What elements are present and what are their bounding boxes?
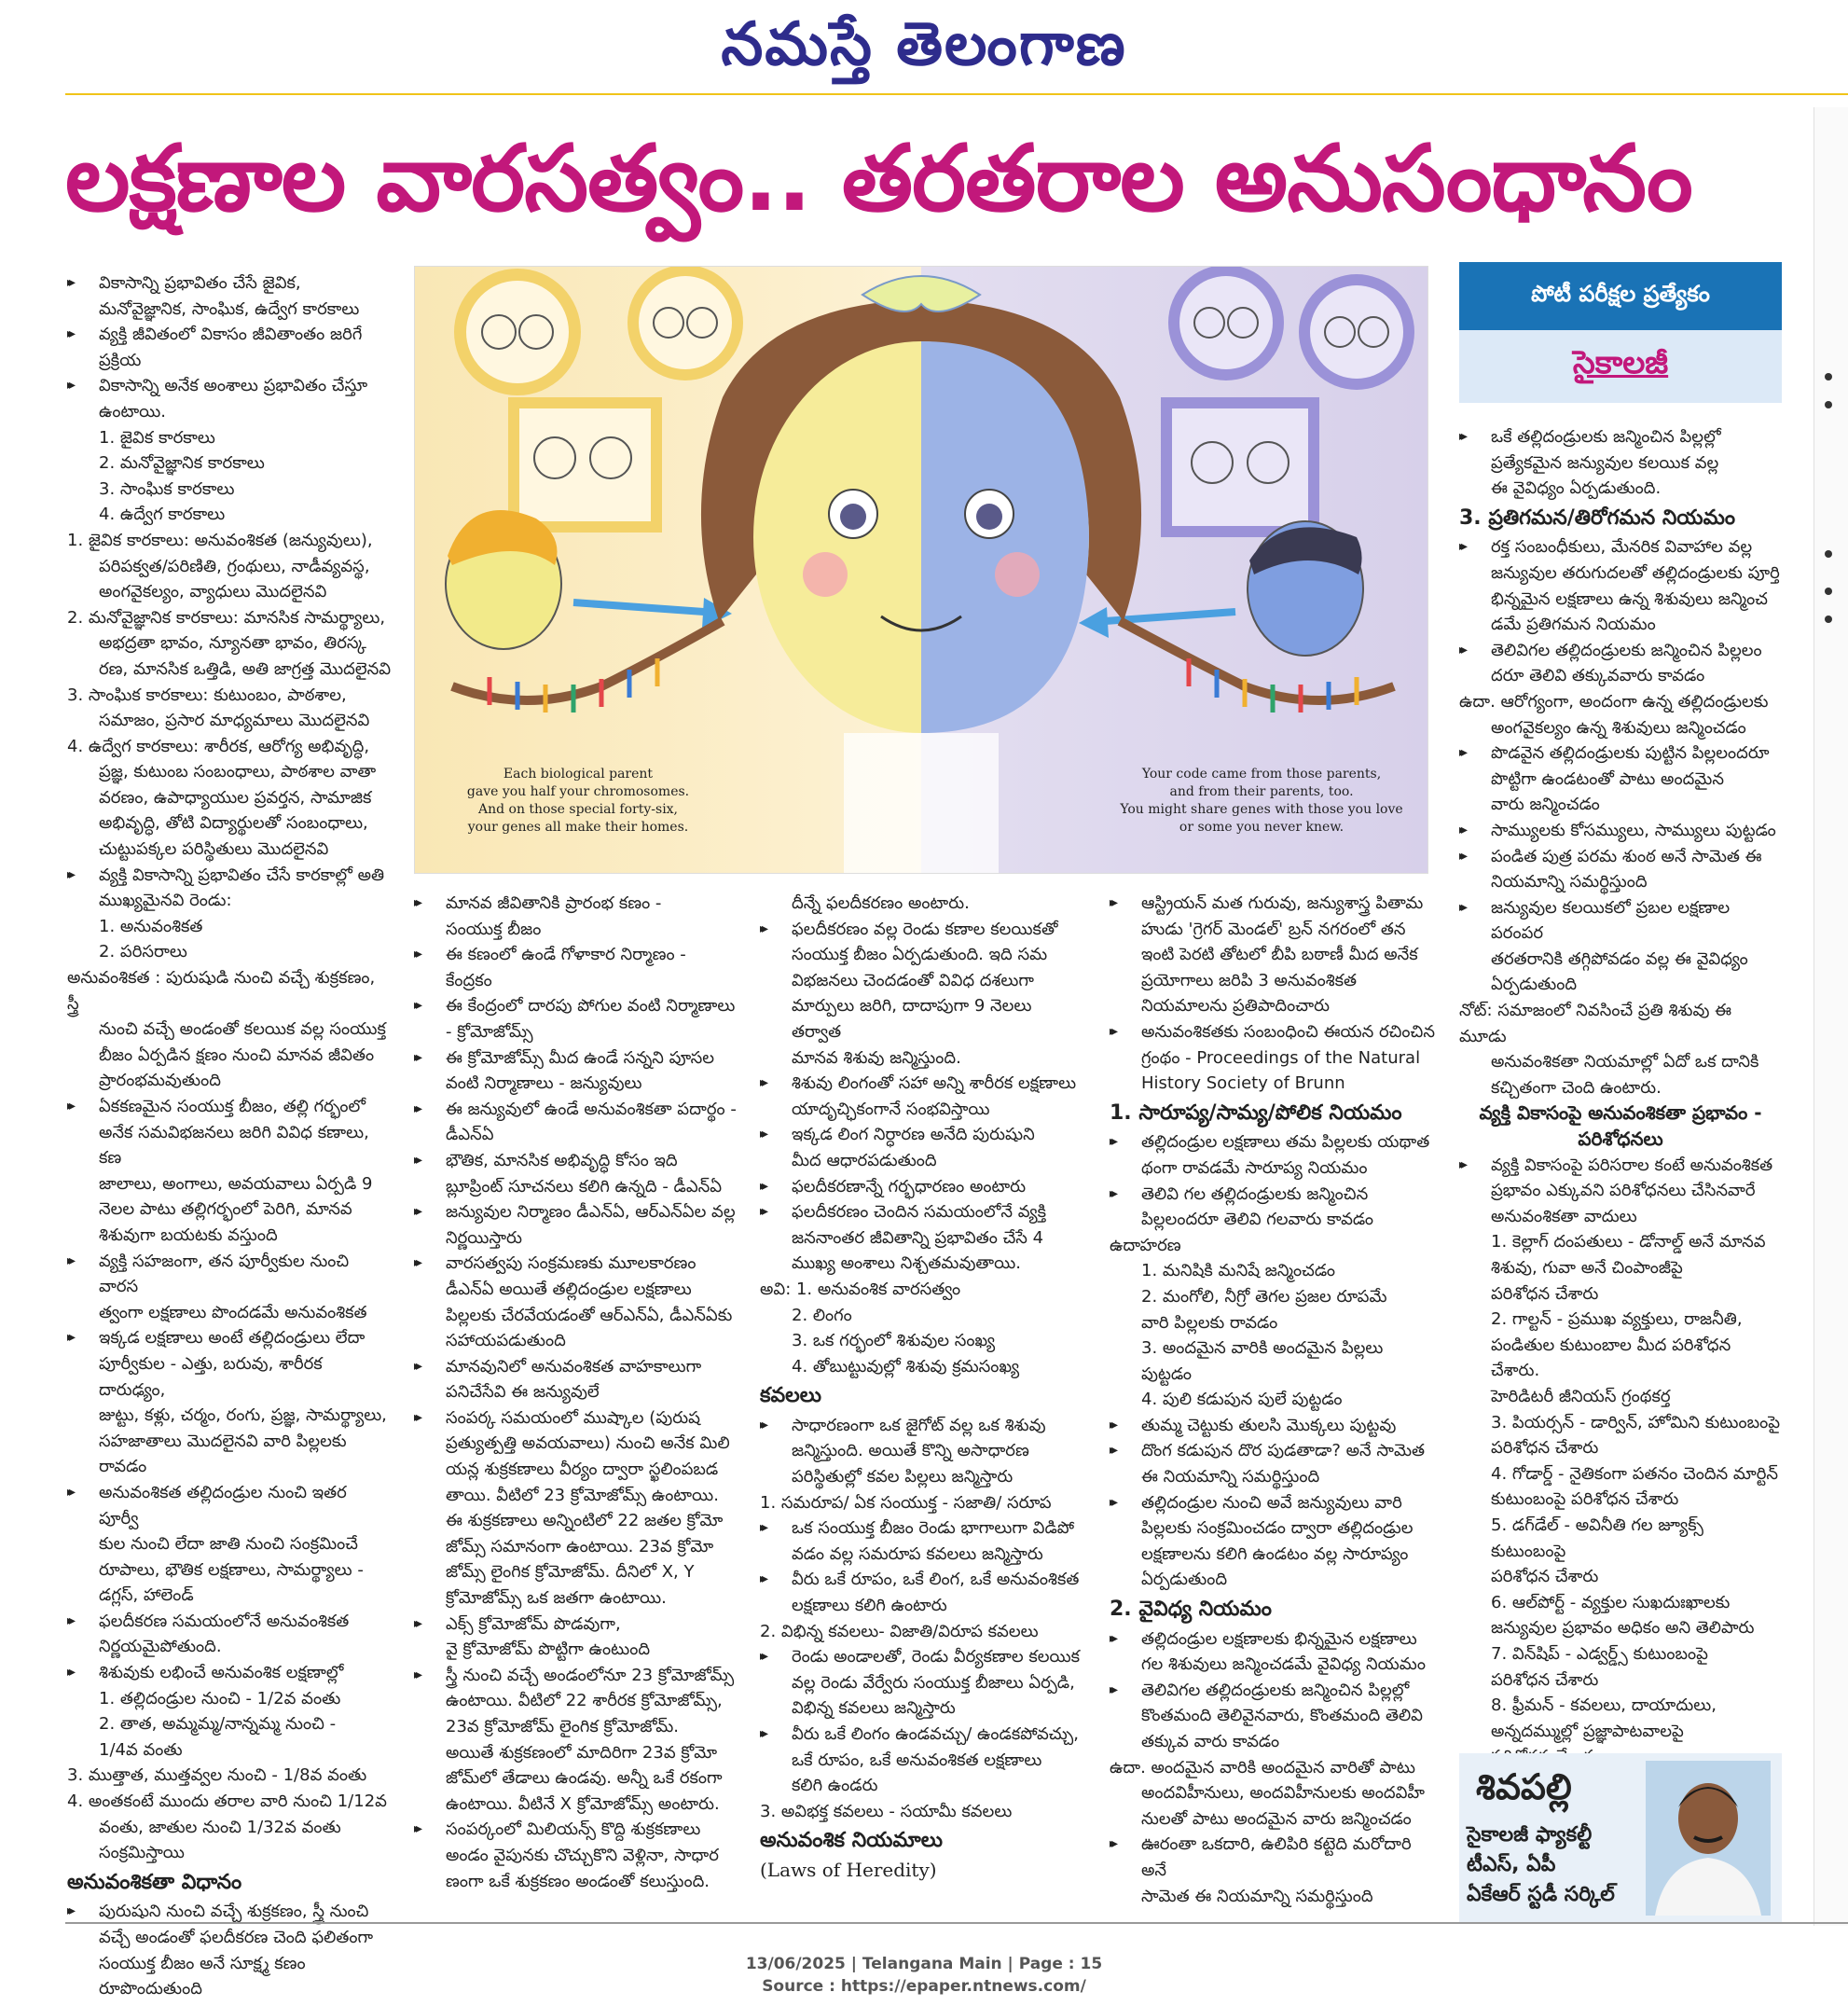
author-name: శివపల్లి [1476, 1766, 1572, 1807]
illustration-canvas [415, 267, 1427, 873]
col3-line: 3. ఒక గర్భంలో శిశువుల సంఖ్య [792, 1331, 996, 1351]
col4-line: ఏర్పడుతుంది [1141, 1570, 1228, 1590]
col3-line: విభిన్న కవలలు జన్మిస్తారు [792, 1698, 956, 1719]
col2-line: ▸▸ సంపర్కంలో మిలియన్స్ కొద్ది శుక్రకణాలు [414, 1817, 737, 1843]
col5-line: పరిశోధన చేశారు [1491, 1669, 1599, 1690]
col4-line: ▸▸ దొంగ కడుపున దొర పుడతాడా? అనే సామెత [1110, 1438, 1436, 1464]
col1-line: శిశువుగా బయటకు వస్తుంది [99, 1224, 278, 1245]
col3-line: పరిస్థితుల్లో కవల పిల్లలు జన్మిస్తారు [792, 1467, 1014, 1487]
col2-line: కేంద్రకం [446, 970, 492, 990]
col4-line: 4. పులి కడుపున పులే పుట్టడం [1141, 1390, 1343, 1410]
col4-line: థంగా రావడమే సారూప్య నియమం [1141, 1157, 1368, 1178]
col5-line: 3. ప్రతిగమన/తిరోగమన నియమం [1459, 505, 1735, 530]
footer-edition: 13/06/2025 | Telangana Main | Page : 15 [745, 1955, 1103, 1973]
col1-line: ▸▸ వ్యక్తి వికాసాన్ని ప్రభావితం చేసే కారకాల్లో అతి [67, 863, 392, 889]
col4-line: ▸▸ ఊరంతా ఒకదారి, ఉలిపిరి కట్టెది మరోదారి అనే [1110, 1832, 1436, 1883]
col1-line: రణ, మానసిక ఒత్తిడి, అతి జాగ్రత్త మొదలైనవి [99, 658, 392, 679]
col3-line: జన్మిస్తుంది. అయితే కొన్ని అసాధారణ [792, 1441, 1029, 1461]
col5-line: తరతరానికి తగ్గిపోవడం వల్ల ఈ వైవిధ్యం [1491, 948, 1748, 969]
col4-line: గల శిశువులు జన్మించడమే వైవిధ్య నియమం [1141, 1654, 1426, 1675]
col5-line: ▸▸ తెలివిగల తల్లిదండ్రులకు జన్మించిన పిల్లలం [1459, 638, 1782, 664]
col1-line: 2. తాత, అమ్మమ్మ/నాన్నమ్మ నుంచి - [99, 1714, 337, 1735]
masthead-logo: నమస్తే తెలంగాణ [721, 9, 1127, 79]
col1-line: 2. పరిసరాలు [99, 942, 187, 962]
col4-line: 2. వైవిధ్య నియమం [1110, 1598, 1272, 1622]
col4-line: ▸▸ తెలివిగల తల్లిదండ్రులకు జన్మించిన పిల్లల్లో [1110, 1678, 1436, 1704]
side-bullet [1825, 373, 1832, 380]
col2-line: అండం వైపునకు చొచ్చుకొని వెళ్లినా, సాధార [446, 1845, 719, 1865]
column-3 [760, 891, 1083, 1884]
col3-line: 1. సమరూప/ ఏక సంయుక్త - సజాతి/ సరూప [760, 1492, 1052, 1513]
col5-line: వారు జన్మించడం [1491, 795, 1600, 815]
column-5 [1459, 424, 1782, 1770]
col1-line: జాలాలు, అంగాలు, అవయవాలు ఏర్పడి 9 [99, 1173, 373, 1194]
col1-line: 3. సాంఘిక కారకాలు [99, 478, 235, 499]
col4-line: లక్షణాలను కలిగి ఉండటం వల్ల సారూప్యం [1141, 1543, 1409, 1564]
col2-line: ▸▸ మానవునిలో అనువంశికత వాహకాలుగా [414, 1354, 737, 1380]
col4-line: ▸▸ తుమ్మ చెట్టుకు తులసి మొక్కలు పుట్టవు [1110, 1413, 1436, 1439]
exam-special-tag: పోటీ పరీక్షల ప్రత్యేకం [1459, 262, 1782, 330]
col2-line: డీఎన్ఏ [446, 1125, 494, 1145]
col5-line: 8. ఫ్రీమన్ - కవలలు, దాయాదులు, [1491, 1695, 1717, 1716]
col3-line: ▸▸ ఫలదీకరణం చెందిన సమయంలోనే వ్యక్తి [760, 1199, 1083, 1225]
col5-line: అనువంశికతా వాదులు [1491, 1206, 1637, 1226]
col2-line: - క్రోమోజోమ్స్ [446, 1021, 533, 1042]
col2-line: ▸▸ భౌతిక, మానసిక అభివృద్ధి కోసం ఇది [414, 1148, 737, 1174]
heredity-illustration [414, 266, 1428, 874]
col1-line: ▸▸ ఏకకణమైన సంయుక్త బీజం, తల్లి గర్భంలో [67, 1094, 392, 1120]
col4-line: హుడు 'గ్రెగర్ మెండల్' బ్రన్ నగరంలో తన [1141, 919, 1406, 939]
col1-line: ▸▸ వ్యక్తి జీవితంలో వికాసం జీవితాంతం జరిగే [67, 322, 392, 348]
side-bullet [1825, 550, 1832, 558]
col4-line: పిల్లలందరూ తెలివి గలవారు కావడం [1141, 1210, 1374, 1230]
col3-line: 4. తోబుట్టువుల్లో శిశువు క్రమసంఖ్య [792, 1356, 1020, 1377]
col4-line: గ్రంథం - Proceedings of the Natural [1141, 1047, 1421, 1068]
col2-line: ▸▸ జన్యువుల నిర్మాణం డీఎన్ఏ, ఆర్ఎన్ఏల వల్ల [414, 1199, 737, 1225]
col3-line: సంయుక్త బీజం ఏర్పడుతుంది. ఇది సమ [792, 945, 1048, 965]
caption-left-line-1: Each biological parent [503, 767, 654, 782]
col2-line: వంటి నిర్మాణాలు - జన్యువులు [446, 1073, 642, 1094]
col5-line: జన్యువుల ప్రభావం అధికం అని తెలిపారు [1491, 1618, 1755, 1639]
col1-line: ప్రక్రియ [99, 350, 142, 370]
col3-line: వల్ల రెండు వేర్వేరు సంయుక్త బీజాలు ఏర్పడి, [792, 1672, 1075, 1693]
side-bullet [1825, 401, 1832, 408]
col1-line: 4. అంతకంటే ముందు తరాల వారి నుంచి 1/12వ [67, 1792, 387, 1812]
col1-line: ▸▸ అనువంశికత తల్లిదండ్రుల నుంచి ఇతర పూర్వీ [67, 1480, 392, 1531]
col3-line: మార్పులు జరిగి, దాదాపుగా 9 నెలలు తర్వాత [792, 996, 1032, 1042]
headline: లక్షణాల వారసత్వం.. తరతరాల అనుసంధానం [65, 126, 1692, 232]
col5-line: అంగవైకల్యం ఉన్న శిశువులు జన్మించడం [1491, 717, 1746, 738]
col1-line: ప్రారంభమవుతుంది [99, 1071, 221, 1091]
col2-line: ఉంటాయి. వీటిలో 22 శారీరక క్రోమోజోమ్స్, [446, 1691, 723, 1711]
col5-line: ప్రత్యేకమైన జన్యువుల కలయిక వల్ల [1491, 452, 1719, 473]
col2-line: డీఎన్ఏ అయితే తల్లిదండ్రుల లక్షణాలు [446, 1279, 692, 1299]
col1-line: అనువంశికతా విధానం [67, 1870, 242, 1894]
col5-line: 5. డగ్‌డేల్ - అవినీతి గల జ్యూక్స్ కుటుంబంపై [1491, 1515, 1703, 1561]
col2-line: తాయి. వీటిలో 23 క్రోమోజోమ్స్ ఉంటాయి. [446, 1485, 719, 1505]
col2-line: నిర్ణయిస్తారు [446, 1227, 522, 1248]
col3-line: ▸▸ ఫలదీకరణం వల్ల రెండు కణాల కలయికతో [760, 917, 1083, 943]
col5-line: ఉదా. ఆరోగ్యంగా, అందంగా ఉన్న తల్లిదండ్రులకు [1459, 691, 1769, 712]
col3-line: వడం వల్ల సమరూప కవలలు జన్మిస్తారు [792, 1543, 1043, 1564]
col5-line: ▸▸ పొడవైన తల్లిదండ్రులకు పుట్టిన పిల్లలందరూ [1459, 740, 1782, 767]
col5-line: శిశువు, గువా అనే చింపాంజీపై [1491, 1258, 1683, 1278]
col5-line: ▸▸ పండిత పుత్ర పరమ శుంఠ అనే సామెత ఈ [1459, 844, 1782, 870]
col3-line: ముఖ్య అంశాలు నిశ్చతమవుతాయి. [792, 1253, 1021, 1274]
col5-line: 6. ఆల్‌పోర్ట్ - వ్యక్తుల సుఖదుఃఖాలకు [1491, 1592, 1731, 1612]
col1-line: 1. అనువంశికత [99, 916, 203, 936]
col1-line: అభివృద్ధి, తోటి విద్యార్థులతో సంబంధాలు, [99, 813, 368, 834]
col4-line: History Society of Brunn [1141, 1073, 1345, 1094]
col4-line: 1. మనిషికి మనిషే జన్మించడం [1141, 1261, 1336, 1281]
col5-line: దరూ తెలివి తక్కువవారు కావడం [1491, 666, 1705, 686]
col2-line: ▸▸ వారసత్వపు సంక్రమణకు మూలకారణం [414, 1251, 737, 1277]
col3-line: ▸▸ ఒక సంయుక్త బీజం రెండు భాగాలుగా విడిపో [760, 1515, 1083, 1542]
col1-line: ▸▸ శిశువుకు లభించే అనువంశిక లక్షణాల్లో [67, 1660, 392, 1686]
col1-line: అనువంశికత : పురుషుడి నుంచి వచ్చే శుక్రకణం, స్త్రీ [67, 968, 376, 1014]
col2-line: 23వ క్రోమోజోమ్ లైంగిక క్రోమోజోమ్. [446, 1717, 680, 1736]
col2-line: యన్ల శుక్రకణాలు వీర్యం ద్వారా స్ఖలింపబడ [446, 1460, 719, 1480]
girl-neck-collar [844, 733, 999, 873]
col2-line: వై క్రోమోజోమ్ పొట్టిగా ఉంటుంది [446, 1639, 651, 1660]
caption-right-line-1: Your code came from those parents, [1141, 767, 1382, 782]
col5-line: ప్రభావం ఎక్కువని పరిశోధనలు చేసినవారే [1491, 1181, 1756, 1201]
col2-line: ▸▸ ఈ జన్యువులో ఉండే అనువంశికతా పదార్థం - [414, 1097, 737, 1123]
col5-line: నియమాన్ని సమర్థిస్తుంది [1491, 872, 1648, 892]
col1-line: జుట్టు, కళ్లు, చర్మం, రంగు, ప్రజ్ఞ, సామర్థ్యాలు, [99, 1405, 387, 1426]
col2-line: ఉంటాయి. వీటినే X క్రోమోజోమ్స్ అంటారు. [446, 1793, 720, 1814]
col1-line: నుంచి వచ్చే అండంతో కలయిక వల్ల సంయుక్త [99, 1019, 386, 1040]
col4-line: ▸▸ తెలివి గల తల్లిదండ్రులకు జన్మించిన [1110, 1182, 1436, 1208]
col5-line: 3. పియర్సన్ - డార్విన్, హోమిని కుటుంబంపై [1491, 1412, 1781, 1432]
col1-line: అనేక సమవిభజనలు జరిగి వివిధ కణాలు, కణ [99, 1122, 369, 1169]
caption-left-line-3: And on those special forty-six, [477, 802, 679, 817]
col5-line: ఏర్పడుతుంది [1491, 975, 1578, 995]
col3-line: ఒకే రూపం, ఒకే అనువంశికత లక్షణాలు [792, 1750, 1042, 1770]
col3-line: మీద ఆధారపడుతుంది [792, 1150, 937, 1170]
col1-line: ▸▸ వికాసాన్ని ప్రభావితం చేసే జైవిక, [67, 270, 392, 297]
col1-line: 4. ఉద్వేగ కారకాలు: శారీరక, ఆరోగ్య అభివృద్ధి, [67, 736, 370, 756]
col1-line: 1. తల్లిదండ్రుల నుంచి - 1/2వ వంతు [99, 1688, 341, 1709]
col5-line: కుటుంబంపై పరిశోధన చేశారు [1491, 1489, 1679, 1510]
col1-line: 1/4వ వంతు [99, 1739, 183, 1760]
col4-line: తక్కువ వారు కావడం [1141, 1732, 1280, 1751]
col4-line: పిల్లలకు సంక్రమించడం ద్వారా తల్లిదండ్రుల [1141, 1518, 1414, 1539]
col3-line: కవలలు [760, 1384, 821, 1408]
col1-line: సంక్రమిస్తాయి [99, 1843, 185, 1863]
caption-left-line-4: your genes all make their homes. [467, 820, 689, 835]
col2-line: సహాయపడుతుంది [446, 1331, 566, 1351]
col1-line: పరిపక్వత/పరిణితి, గ్రంథులు, నాడీవ్యవస్థ, [99, 556, 370, 576]
author-box [1459, 1753, 1782, 1923]
col4-line: ఈ నియమాన్ని సమర్థిస్తుంది [1141, 1467, 1320, 1487]
bottom-rule [65, 1922, 1848, 1924]
col4-line: ▸▸ తల్లిదండ్రుల నుంచి అవే జన్యువులు వారి [1110, 1490, 1436, 1516]
col4-line: అందవిహీనులు, అందవిహీనులకు అందవిహీ [1141, 1783, 1426, 1804]
col5-line: 1. కెల్లాగ్ దంపతులు - డోనాల్డ్ అనే మానవ [1491, 1232, 1766, 1252]
col1-line: 1. జైవిక కారకాలు [99, 427, 215, 448]
col5-line: వ్యక్తి వికాసంపై అనువంశికతా ప్రభావం - [1479, 1101, 1762, 1125]
col1-line: నెలల పాటు తల్లిగర్భంలో పెరిగి, మానవ [99, 1199, 352, 1220]
col2-line: క్రోమోజోమ్స్ ఒక జతగా ఉంటాయి. [446, 1588, 667, 1609]
col2-line: ▸▸ ఈ క్రోమోజోమ్స్ మీద ఉండే సన్నని పూసల [414, 1045, 737, 1072]
col2-line: ▸▸ మానవ జీవితానికి ప్రారంభ కణం - [414, 891, 737, 917]
col2-line: ▸▸ సంపర్క సమయంలో ముష్కాల (పురుష [414, 1405, 737, 1432]
col2-line: ▸▸ ఈ కణంలో ఉండే గోళాకార నిర్మాణం - [414, 942, 737, 968]
col3-line: ▸▸ ఫలదీకరణాన్నే గర్భధారణం అంటారు [760, 1174, 1083, 1200]
col1-line: రావడం [99, 1457, 147, 1477]
column-4 [1110, 891, 1436, 1909]
col5-line: నోట్: సమాజంలో నివసించే ప్రతి శిశువు ఈ మూడు [1459, 1001, 1732, 1046]
col3-line: విభజనలు చెందడంతో వివిధ దశలుగా [792, 970, 1034, 990]
col3-line: ▸▸ శిశువు లింగంతో సహా అన్ని శారీరక లక్షణాలు [760, 1071, 1083, 1097]
col4-line: ▸▸ ఆస్ట్రియన్ మత గురువు, జన్యుశాస్త్ర పితామ [1110, 891, 1436, 917]
col5-line: 7. విన్‌షిప్ - ఎడ్వర్డ్స్ కుటుంబంపై [1491, 1643, 1708, 1664]
side-bullet [1825, 616, 1832, 623]
col1-line: అంగవైకల్యం, వ్యాధులు మొదలైనవి [99, 582, 327, 602]
col5-line: 2. గాల్టన్ - ప్రముఖ వ్యక్తులు, రాజనీతి, [1491, 1309, 1743, 1330]
col4-line: వారి పిల్లలకు రావడం [1141, 1312, 1278, 1333]
col1-line: బీజం ఏర్పడిన క్షణం నుంచి మానవ జీవితం [99, 1045, 375, 1065]
col1-line: వరణం, ఉపాధ్యాయుల ప్రవర్తన, సామాజిక [99, 787, 372, 808]
col3-line: జననాంతర జీవితాన్ని ప్రభావితం చేసే 4 [792, 1227, 1044, 1248]
col1-line: 4. ఉద్వేగ కారకాలు [99, 505, 226, 525]
col1-line: చుట్టుపక్కల పరిస్థితులు మొదలైనవి [99, 839, 329, 860]
col5-line: పొట్టిగా ఉండటంతో పాటు అందమైన [1491, 768, 1724, 789]
col1-line: నిర్ణయమైపోతుంది. [99, 1637, 222, 1657]
col1-line: ప్రజ్ఞ, కుటుంబ సంబంధాలు, పాఠశాల వాతా [99, 762, 377, 782]
col1-line: 2. మనోవైజ్ఞానిక కారకాలు [99, 453, 265, 474]
col3-line: యాదృచ్ఛికంగానే సంభవిస్తాయి [792, 1099, 990, 1119]
col5-line: ▸▸ రక్త సంబంధీకులు, మేనరిక వివాహాల వల్ల [1459, 534, 1782, 560]
col5-line: హెరిడిటరీ జీనియస్ గ్రంథకర్త [1491, 1386, 1671, 1406]
col1-line: మనోవైజ్ఞానిక, సాంఘిక, ఉద్వేగ కారకాలు [99, 298, 360, 319]
col5-line: భిన్నమైన లక్షణాలు ఉన్న శిశువులు జన్మించ [1491, 588, 1768, 609]
col3-line: కలిగి ఉండరు [792, 1776, 878, 1796]
col3-line: ▸▸ రెండు అండాలతో, రెండు వీర్యకణాల కలయిక [760, 1644, 1083, 1670]
col5-line: పండితుల కుటుంబాల మీద పరిశోధన చేశారు. [1491, 1335, 1731, 1381]
col4-line: ▸▸ అనువంశికతకు సంబంధించి ఈయన రచించిన [1110, 1019, 1436, 1045]
col2-line: సంయుక్త బీజం [446, 919, 542, 939]
col2-line: పిల్లలకు చేరవేయడంతో ఆర్ఎన్ఏ, డీఎన్ఏకు [446, 1305, 733, 1325]
col5-line: జన్యువుల తరుగుదలతో తల్లిదండ్రులకు పూర్తి [1491, 562, 1780, 583]
top-rule [65, 93, 1848, 95]
col2-line: ప్రత్యుత్పత్తి అవయవాలు) నుంచి అనేక మిలి [446, 1433, 730, 1454]
col4-line: ▸▸ తల్లిదండ్రుల లక్షణాలు తమ పిల్లలకు యథాత [1110, 1129, 1436, 1155]
col5-line: 4. గోడార్డ్ - నైతికంగా పతనం చెందిన మార్టిన్ [1491, 1463, 1779, 1484]
col4-line: 1. సారూప్య/సామ్య/పోలిక నియమం [1110, 1100, 1402, 1125]
col2-line: ఈ శుక్రకణాలు అన్నింటిలో 22 జతల క్రోమో [446, 1511, 724, 1531]
col4-line: ఉదాహరణ [1110, 1235, 1181, 1255]
col1-line: ▸▸ వికాసాన్ని అనేక అంశాలు ప్రభావితం చేస్తూ [67, 373, 392, 399]
col2-line: ▸▸ ఈ కేంద్రంలో దారపు పోగుల వంటి నిర్మాణాలు [414, 993, 737, 1019]
col5-line: పరిశోధన చేశారు [1491, 1283, 1599, 1304]
col5-line: ▸▸ జన్యువుల కలయికలో ప్రబల లక్షణాల పరంపర [1459, 895, 1782, 947]
col2-line: బ్లూప్రింట్ సూచనలు కలిగి ఉన్నది - డీఎన్ఏ [446, 1176, 723, 1197]
col3-line: 2. లింగం [792, 1305, 852, 1325]
col1-line: సంయుక్త బీజం అనే సూక్ష్మ కణం [99, 1953, 306, 1973]
col1-line: వంతు, జాతుల నుంచి 1/32వ వంతు [99, 1817, 341, 1837]
caption-left-line-2: gave you half your chromosomes. [466, 784, 690, 799]
col1-line: ముఖ్యమైనవి రెండు: [99, 891, 232, 911]
col1-line: ఉంటాయి. [99, 401, 167, 422]
col5-line: పరిశోధనలు [1578, 1128, 1663, 1151]
column-1 [67, 270, 392, 2002]
adjacent-article-strip [1814, 107, 1848, 1926]
author-photo [1646, 1761, 1771, 1916]
col2-line: జోమ్‌లో తేడాలు ఉండవు. అన్నీ ఒకే రకంగా [446, 1768, 723, 1789]
col5-line: అనువంశికతా నియమాల్లో ఏదో ఒక దానికి [1491, 1052, 1759, 1072]
col5-line: ▸▸ వ్యక్తి వికాసంపై పరిసరాల కంటే అనువంశికత [1459, 1153, 1782, 1179]
col4-line: నియమాలను ప్రతిపాదించారు [1141, 996, 1330, 1017]
author-region: టీఎస్, ఏపీ [1467, 1853, 1556, 1876]
col4-line: ఉదా. అందమైన వారికి అందమైన వారితో పాటు [1110, 1757, 1415, 1778]
col1-line: కుల నుంచి లేదా జాతి నుంచి సంక్రమించే [99, 1534, 358, 1555]
col4-line: 2. మంగోలి, నీగ్రో తెగల ప్రజల రూపమే [1141, 1286, 1387, 1307]
col1-line: సహజాతాలు మొదలైనవి వారి పిల్లలకు [99, 1431, 347, 1451]
col3-line: ▸▸ సాధారణంగా ఒక జైగోట్ వల్ల ఒక శిశువు [760, 1413, 1083, 1439]
col1-line: త్వంగా లక్షణాలు పొందడమే అనువంశికత [99, 1302, 367, 1322]
col1-line: వచ్చే అండంతో ఫలదీకరణ చెంది ఫలితంగా [99, 1928, 374, 1947]
col1-line: సమాజం, ప్రసార మాధ్యమాలు మొదలైనవి [99, 711, 370, 731]
col1-line: ▸▸ ఇక్కడ లక్షణాలు అంటే తల్లిదండ్రులు లేదా [67, 1325, 392, 1351]
col5-line: పరిశోధన చేశారు [1491, 1438, 1599, 1459]
col1-line: 3. సాంఘిక కారకాలు: కుటుంబం, పాఠశాల, [67, 685, 347, 705]
col5-line: అన్నదమ్ముల్లో ప్రజ్ఞాపాటవాలపై [1491, 1721, 1684, 1741]
col3-line: లక్షణాలు కలిగి ఉంటారు [792, 1596, 947, 1616]
footer-source: Source : https://epaper.ntnews.com/ [762, 1977, 1086, 1996]
col2-line: ▸▸ ఎక్స్ క్రోమోజోమ్ పొడవుగా, [414, 1612, 737, 1638]
col2-line: పనిచేసేవి ఈ జన్యువులే [446, 1382, 600, 1403]
col2-line: ▸▸ స్త్రీ నుంచి వచ్చే అండంలోనూ 23 క్రోమోజోమ్స్ [414, 1663, 737, 1689]
col4-line: నులతో పాటు అందమైన వారు జన్మించడం [1141, 1808, 1412, 1829]
col3-line: 2. విభిన్న కవలలు- విజాతి/విరూప కవలలు [760, 1621, 1039, 1641]
col1-line: రూపాలు, భౌతిక లక్షణాలు, సామర్థ్యాలు - [99, 1559, 364, 1580]
col3-line: దీన్నే ఫలదీకరణం అంటారు. [792, 893, 970, 913]
col3-line: మానవ శిశువు జన్మిస్తుంది. [792, 1047, 961, 1068]
col2-line: జోమ్స్ సమానంగా ఉంటాయి. 23వ క్రోమో [446, 1536, 714, 1556]
col5-line: పరిశోధన చేశారు [1491, 1567, 1599, 1587]
col1-line: ▸▸ పురుషుని నుంచి వచ్చే శుక్రకణం, స్త్రీ నుంచి [67, 1899, 392, 1925]
col4-line: 3. అందమైన వారికి అందమైన పిల్లలు పుట్టడం [1141, 1338, 1384, 1384]
col1-line: 1. జైవిక కారకాలు: అనువంశికత (జన్యువులు), [67, 530, 373, 550]
author-institute: ఏకేఆర్ స్టడీ సర్కిల్ [1467, 1883, 1615, 1906]
col5-line: ▸▸ ఒకే తల్లిదండ్రులకు జన్మించిన పిల్లల్లో [1459, 424, 1782, 450]
col4-line: ఇంటి పెరటి తోటలో బీపి బఠాణీ మీద అనేక [1141, 945, 1418, 965]
col1-line: పూర్వీకుల - ఎత్తు, బరువు, శారీరక దారుఢ్యం, [99, 1353, 323, 1400]
subject-label: సైకాలజీ [1459, 330, 1782, 403]
col3-line: (Laws of Heredity) [760, 1858, 937, 1881]
caption-right-line-2: and from their parents, too. [1169, 784, 1354, 799]
col3-line: ▸▸ వీరు ఒకే లింగం ఉండవచ్చు/ ఉండకపోవచ్చు, [760, 1722, 1083, 1748]
caption-right-line-4: or some you never knew. [1179, 820, 1345, 835]
col5-line: కచ్చితంగా చెంది ఉంటారు. [1491, 1077, 1662, 1098]
col4-line: ప్రయోగాలు జరిపి 3 అనువంశికత [1141, 970, 1358, 990]
col1-line: ▸▸ ఫలదీకరణ సమయంలోనే అనువంశికత [67, 1609, 392, 1635]
col1-line: 3. ముత్తాత, ముత్తవ్వల నుంచి - 1/8వ వంతు [67, 1765, 367, 1786]
col1-line: ▸▸ వ్యక్తి సహజంగా, తన పూర్వీకుల నుంచి వారస [67, 1249, 392, 1300]
col4-line: సామెత ఈ నియమాన్ని సమర్థిస్తుంది [1141, 1886, 1373, 1906]
side-bullet [1825, 588, 1832, 595]
col2-line: ణంగా ఒకే శుక్రకణం అండంతో కలుస్తుంది. [446, 1871, 710, 1891]
col5-line: ▸▸ సామ్యులకు కోసమ్యులు, సామ్యులు పుట్టడం [1459, 818, 1782, 844]
col1-line: 2. మనోవైజ్ఞానిక కారకాలు: మానసిక సామర్థ్యాలు, [67, 607, 386, 628]
col2-line: అయితే శుక్రకణంలో మాదిరిగా 23వ క్రోమో [446, 1742, 718, 1763]
col3-line: ▸▸ ఇక్కడ లింగ నిర్ధారణ అనేది పురుషుని [760, 1122, 1083, 1148]
col5-line: ఈ వైవిధ్యం ఏర్పడుతుంది. [1491, 478, 1662, 499]
col3-line: ▸▸ వీరు ఒకే రూపం, ఒకే లింగ, ఒకే అనువంశికత [760, 1567, 1083, 1593]
col5-line: డమే ప్రతిగమన నియమం [1491, 615, 1656, 635]
col3-line: 3. అవిభక్త కవలలు - సయామీ కవలలు [760, 1801, 1013, 1821]
col4-line: ▸▸ తల్లిదండ్రుల లక్షణాలకు భిన్నమైన లక్షణాలు [1110, 1626, 1436, 1653]
caption-right-line-3: You might share genes with those you love [1120, 802, 1403, 817]
author-designation: సైకాలజీ ఫ్యాకల్టీ [1467, 1823, 1593, 1847]
col1-line: డగ్లస్, హాలెండ్ [99, 1585, 194, 1606]
col4-line: కొంతమంది తెలివైనవారు, కొంతమంది తెలివి [1141, 1706, 1423, 1726]
col1-line: అభద్రతా భావం, న్యూనతా భావం, తిరస్క [99, 633, 366, 654]
column-2 [414, 891, 737, 1894]
col3-line: అనువంశిక నియమాలు [760, 1829, 943, 1853]
col3-line: అవి: 1. అనువంశిక వారసత్వం [760, 1279, 961, 1299]
col2-line: జోమ్స్ లైంగిక క్రోమోజోమ్. దీనిలో X, Y [446, 1562, 695, 1583]
col1-line: రూపొందుతుంది [99, 1979, 202, 1999]
